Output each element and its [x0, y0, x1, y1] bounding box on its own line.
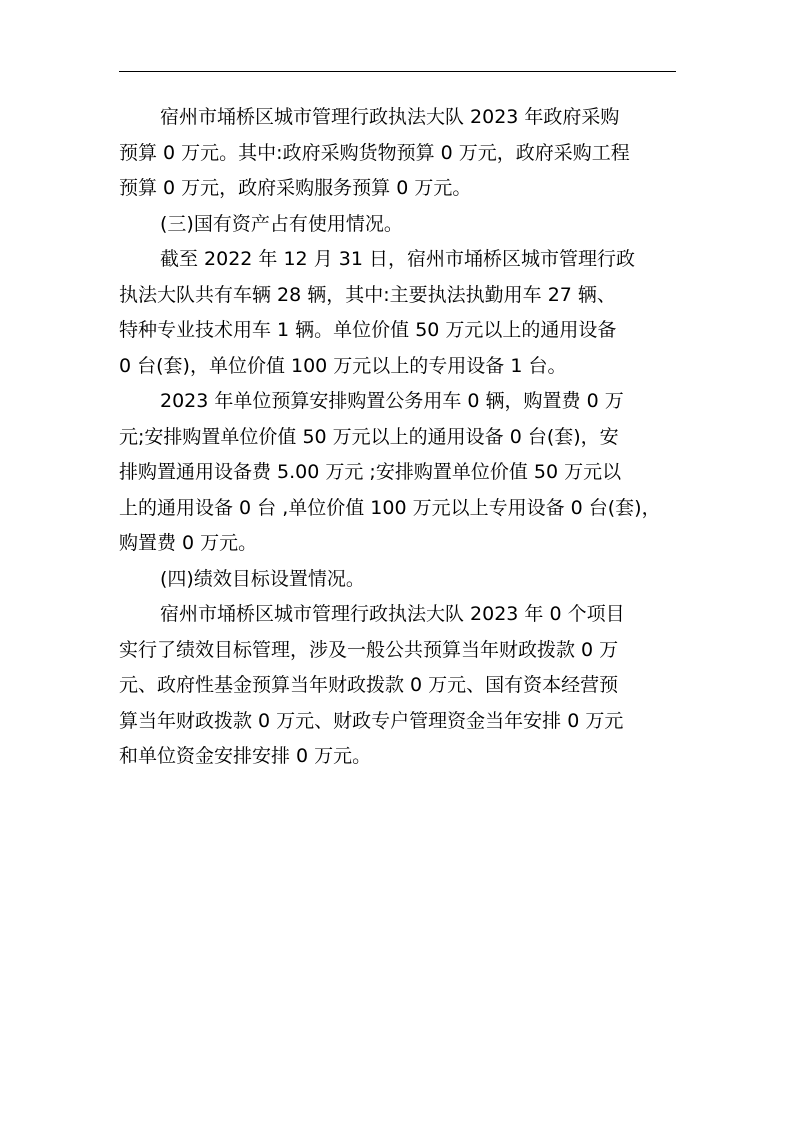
text-line: 元、政府性基金预算当年财政拨款 0 万元、国有资本经营预 [119, 674, 619, 696]
text-line: 宿州市埇桥区城市管理行政执法大队 2023 年政府采购 [160, 106, 620, 128]
text-line: 截至 2022 年 12 月 31 日，宿州市埇桥区城市管理行政 [160, 248, 635, 270]
text-line: 和单位资金安排安排 0 万元。 [119, 745, 372, 767]
text-line: 元;安排购置单位价值 50 万元以上的通用设备 0 台(套)，安 [119, 425, 619, 448]
text-line: 实行了绩效目标管理，涉及一般公共预算当年财政拨款 0 万 [119, 638, 619, 661]
text-line: 执法大队共有车辆 28 辆，其中:主要执法执勤用车 27 辆、 [119, 283, 616, 306]
header-rule [119, 71, 676, 72]
text-line: 2023 年单位预算安排购置公务用车 0 辆，购置费 0 万 [160, 390, 624, 412]
text-line: 0 台(套)，单位价值 100 万元以上的专用设备 1 台。 [119, 354, 567, 377]
text-line: (三)国有资产占有使用情况。 [160, 212, 403, 235]
text-line: 购置费 0 万元。 [119, 532, 258, 554]
text-line: 排购置通用设备费 5.00 万元 ;安排购置单位价值 50 万元以 [119, 461, 622, 483]
text-line: 预算 0 万元，政府采购服务预算 0 万元。 [119, 177, 472, 199]
text-line: 预算 0 万元。其中:政府采购货物预算 0 万元，政府采购工程 [119, 141, 630, 164]
text-line: 上的通用设备 0 台 ,单位价值 100 万元以上专用设备 0 台(套)， [119, 496, 661, 519]
text-line: 宿州市埇桥区城市管理行政执法大队 2023 年 0 个项目 [160, 603, 625, 625]
text-line: 算当年财政拨款 0 万元、财政专户管理资金当年安排 0 万元 [119, 709, 624, 732]
text-line: (四)绩效目标设置情况。 [160, 567, 365, 590]
text-line: 特种专业技术用车 1 辆。单位价值 50 万元以上的通用设备 [119, 319, 617, 341]
document-body [119, 100, 689, 775]
